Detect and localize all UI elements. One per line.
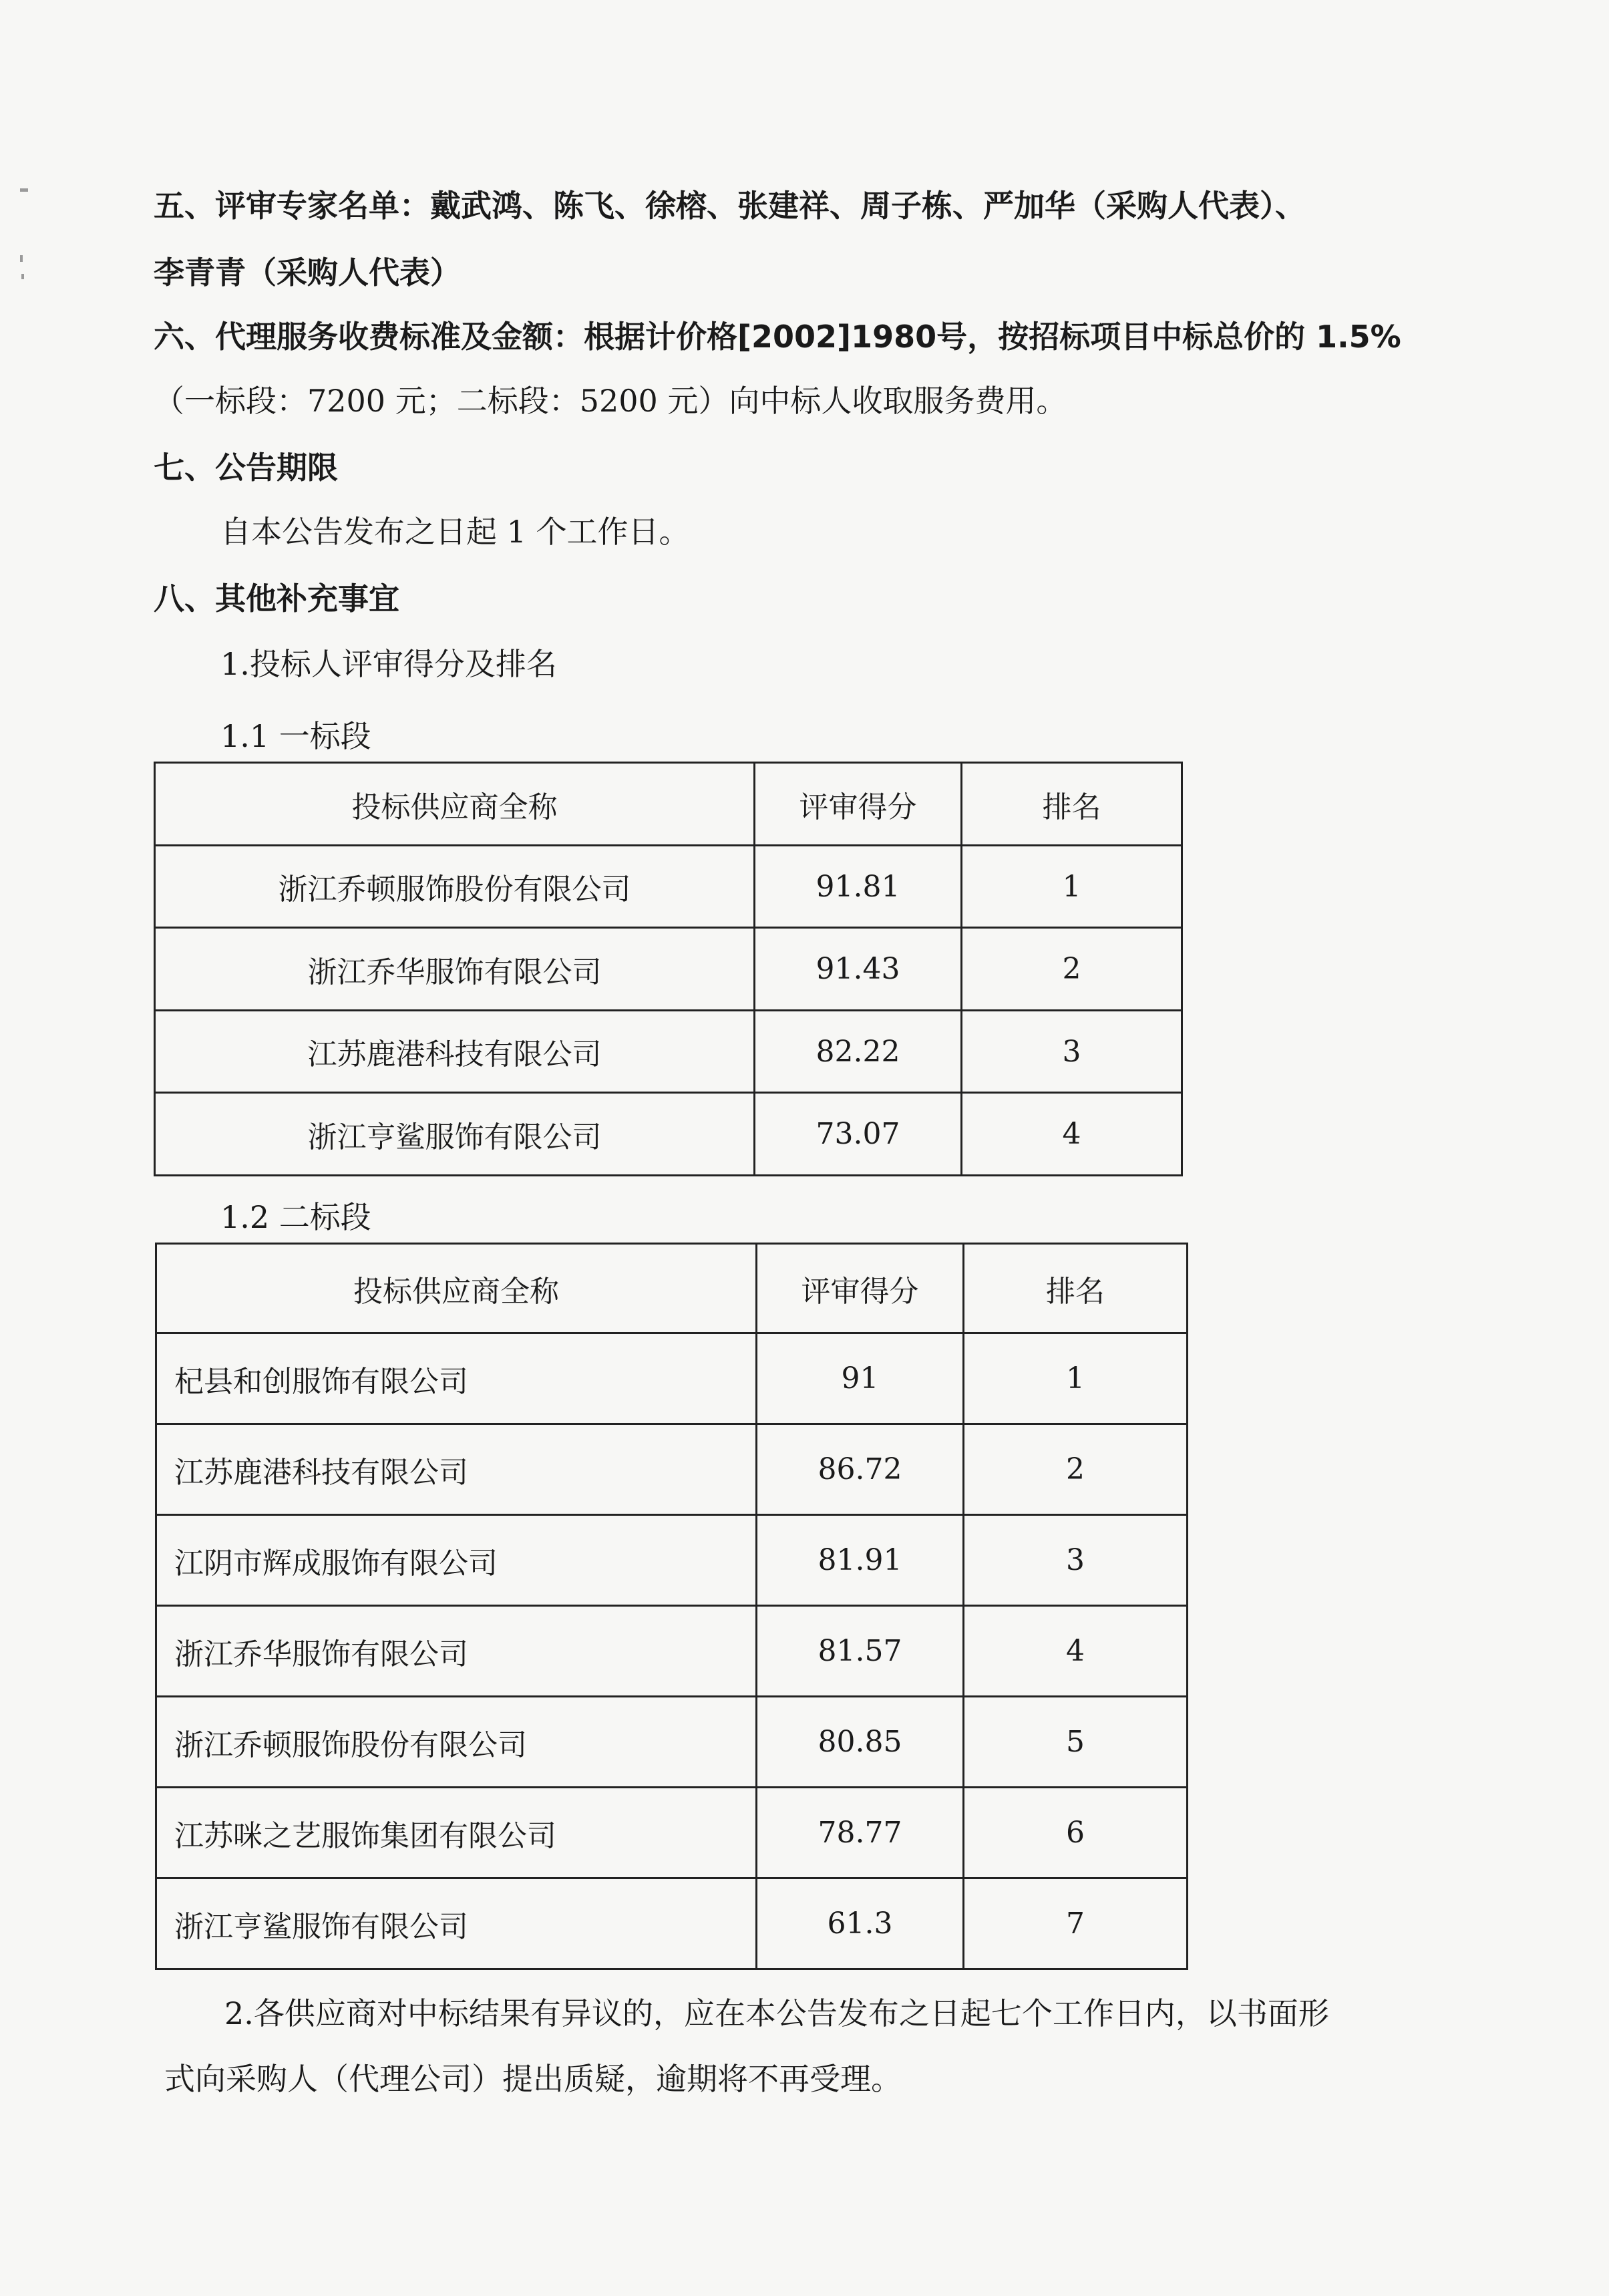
scan-mark bbox=[20, 188, 28, 192]
score: 82.22 bbox=[755, 1011, 962, 1093]
rank: 3 bbox=[962, 1011, 1182, 1093]
score: 78.77 bbox=[757, 1788, 964, 1878]
section5-line1: 五、评审专家名单：戴武鸿、陈飞、徐榕、张建祥、周子栋、严加华（采购人代表）、 bbox=[154, 188, 1306, 224]
score: 80.85 bbox=[757, 1697, 964, 1788]
scan-mark bbox=[21, 274, 24, 279]
header-rank: 排名 bbox=[962, 763, 1182, 846]
rank: 2 bbox=[962, 928, 1182, 1011]
supplier-name: 浙江乔顿服饰股份有限公司 bbox=[155, 846, 755, 928]
rank: 5 bbox=[964, 1697, 1188, 1788]
lot1-title: 1.1 一标段 bbox=[220, 718, 371, 754]
header-name: 投标供应商全称 bbox=[156, 1244, 757, 1333]
rank: 1 bbox=[964, 1333, 1188, 1424]
section8-item1: 1.投标人评审得分及排名 bbox=[220, 646, 557, 682]
header-score: 评审得分 bbox=[757, 1244, 964, 1333]
table-row bbox=[155, 846, 1182, 928]
score: 81.57 bbox=[757, 1606, 964, 1697]
table-row bbox=[156, 1333, 1188, 1424]
table-row bbox=[156, 1788, 1188, 1878]
scan-mark bbox=[20, 255, 23, 262]
table-row bbox=[155, 1093, 1182, 1176]
lot1-table bbox=[154, 762, 1183, 1176]
table-row bbox=[156, 1878, 1188, 1969]
section5-line2: 李青青（采购人代表） bbox=[154, 255, 461, 291]
lot2-table bbox=[155, 1243, 1188, 1970]
table-row bbox=[156, 1697, 1188, 1788]
score: 73.07 bbox=[755, 1093, 962, 1176]
section6-line2: （一标段：7200 元；二标段：5200 元）向中标人收取服务费用。 bbox=[154, 383, 1067, 419]
header-name: 投标供应商全称 bbox=[155, 763, 755, 846]
supplier-name: 江苏鹿港科技有限公司 bbox=[155, 1011, 755, 1093]
supplier-name: 浙江乔顿服饰股份有限公司 bbox=[156, 1697, 757, 1788]
score: 91 bbox=[757, 1333, 964, 1424]
table-row bbox=[156, 1515, 1188, 1606]
supplier-name: 浙江乔华服饰有限公司 bbox=[155, 928, 755, 1011]
section6-line1-text: 六、代理服务收费标准及金额：根据计价格[2002]1980号，按招标项目中标总价的 1.5% bbox=[154, 319, 1401, 355]
rank: 2 bbox=[964, 1424, 1188, 1515]
rank: 7 bbox=[964, 1878, 1188, 1969]
table-row bbox=[156, 1424, 1188, 1515]
rank: 4 bbox=[962, 1093, 1182, 1176]
score: 61.3 bbox=[757, 1878, 964, 1969]
score: 81.91 bbox=[757, 1515, 964, 1606]
supplier-name: 浙江乔华服饰有限公司 bbox=[156, 1606, 757, 1697]
score: 91.81 bbox=[755, 846, 962, 928]
section6-line1 bbox=[154, 317, 1401, 357]
header-rank: 排名 bbox=[964, 1244, 1188, 1333]
table-row bbox=[156, 1606, 1188, 1697]
supplier-name: 浙江亨鲨服饰有限公司 bbox=[156, 1878, 757, 1969]
item2-line2: 式向采购人（代理公司）提出质疑，逾期将不再受理。 bbox=[164, 2061, 902, 2097]
lot2-title: 1.2 二标段 bbox=[220, 1199, 371, 1235]
rank: 1 bbox=[962, 846, 1182, 928]
rank: 4 bbox=[964, 1606, 1188, 1697]
item2-line1: 2.各供应商对中标结果有异议的，应在本公告发布之日起七个工作日内，以书面形 bbox=[224, 1995, 1329, 2031]
rank: 6 bbox=[964, 1788, 1188, 1878]
rank: 3 bbox=[964, 1515, 1188, 1606]
score: 91.43 bbox=[755, 928, 962, 1011]
section8-heading: 八、其他补充事宜 bbox=[154, 581, 399, 617]
supplier-name: 江苏咪之艺服饰集团有限公司 bbox=[156, 1788, 757, 1878]
table-row bbox=[155, 1011, 1182, 1093]
supplier-name: 杞县和创服饰有限公司 bbox=[156, 1333, 757, 1424]
supplier-name: 浙江亨鲨服饰有限公司 bbox=[155, 1093, 755, 1176]
section7-body: 自本公告发布之日起 1 个工作日。 bbox=[220, 514, 690, 550]
section7-heading: 七、公告期限 bbox=[154, 450, 338, 486]
supplier-name: 江苏鹿港科技有限公司 bbox=[156, 1424, 757, 1515]
score: 86.72 bbox=[757, 1424, 964, 1515]
table-header-row bbox=[155, 763, 1182, 846]
header-score: 评审得分 bbox=[755, 763, 962, 846]
table-row bbox=[155, 928, 1182, 1011]
table-header-row bbox=[156, 1244, 1188, 1333]
supplier-name: 江阴市辉成服饰有限公司 bbox=[156, 1515, 757, 1606]
